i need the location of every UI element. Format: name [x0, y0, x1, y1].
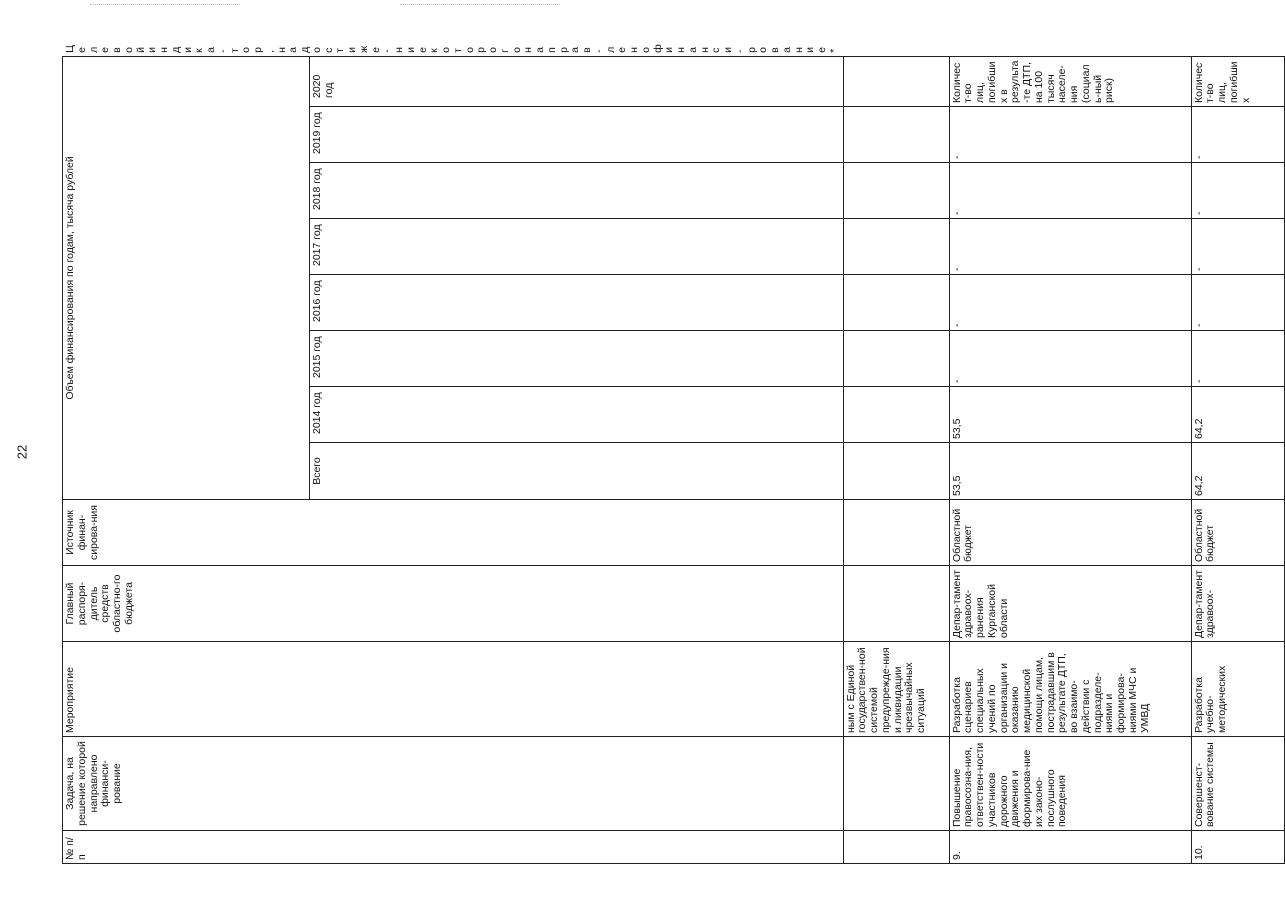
cell-year: -: [949, 163, 1191, 219]
scan-artifact: [400, 4, 560, 7]
cell-year: [843, 275, 949, 331]
cell-manager: [843, 566, 949, 642]
cell-year: -: [949, 219, 1191, 275]
cell-task: Повышение правосозна-ния, ответствен-ности участников дорожного движения и формирова-ние их законо-послушного поведения: [949, 737, 1191, 831]
cell-manager: Депар-тамент здравоох-ранения Курганской области: [949, 566, 1191, 642]
cell-total: 64,2: [1191, 443, 1284, 500]
cell-task: Совершенст-вование системы: [1191, 737, 1284, 831]
cell-source: Областной бюджет: [1191, 500, 1284, 566]
cell-year: -: [949, 275, 1191, 331]
header-year: 2016 год: [310, 275, 843, 331]
cell-total: [843, 443, 949, 500]
cell-source: [843, 500, 949, 566]
header-manager: Главный распоря-дитель средств областно-го бюджета: [63, 566, 844, 642]
cell-year: [843, 107, 949, 163]
header-year: 2020 год: [310, 56, 843, 106]
header-year: 2019 год: [310, 107, 843, 163]
cell-year: [843, 387, 949, 443]
cell-year: -: [1191, 331, 1284, 387]
header-volume: Объем финансирования по годам, тысяча рублей: [63, 56, 310, 499]
table-row: [949, 56, 1191, 863]
header-num: № п/п: [63, 831, 844, 864]
cell-year: -: [949, 331, 1191, 387]
cell-year: [843, 331, 949, 387]
rotated-sheet: [62, 44, 1252, 864]
cell-year: 64,2: [1191, 387, 1284, 443]
header-year: 2014 год: [310, 387, 843, 443]
cell-year: -: [949, 107, 1191, 163]
cell-year: 53,5: [949, 387, 1191, 443]
header-total: Всего: [310, 443, 843, 500]
cell-source: Областной бюджет: [949, 500, 1191, 566]
header-year: 2018 год: [310, 163, 843, 219]
cell-manager: Депар-тамент здравоох-: [1191, 566, 1284, 642]
cell-event: Разработка сценариев специальных учений по организации и оказанию медицинской помощи лицам, пострадавшим в результате ДТП, во взаимо-действии с подразделе-ниями и формирова-ниями МЧС и УМВД: [949, 642, 1191, 737]
table-row: [843, 56, 949, 863]
cell-year: -: [1191, 107, 1284, 163]
financing-table: № п/п Задача, на решение которой направлено финанси-рование Мероприятие Главный распоря-дитель средств областно-го бюджета Источник финан-сирова-ния Объем финансирования по годам, тысяча рублей Целевой индика-тор, на достиже-ние которого направ-лено финанси-рование* Всего 2014 год 2015 год 2016 год 2017 год 2018 год 2019 год 2020 год ным с Единой государствен-ной системой предупрежде-ния и ликвидации чрезвычайных ситуаций 9. Повышение правосозна-ния, ответствен-ности участников дорожного движения и формирова-ние их законо-послушного поведения Разработка сценариев специальных учений по организации и оказанию медицинской помощи лицам, пострадавшим в результате ДТП, во взаимо-действии с подразделе-ниями и формирова-ниями МЧС и УМВД Депар-тамент здравоох-ранения Курганской области Областной бюджет 53,5 53,5 - - - - - Количест-во лиц, погибших в результа-те ДТП, на 100 тысяч населе-ния (социаль-ный риск) 10. Совершенст-вование системы Разработка учебно-методических Депар-тамент здравоох- Областной бюджет 64,2 64,2 - - - - - Количест-во лиц, погибших: [62, 56, 1285, 864]
header-year: 2015 год: [310, 331, 843, 387]
scan-artifact: [90, 4, 240, 7]
cell-year: [843, 163, 949, 219]
cell-target: Количест-во лиц, погибших: [1191, 56, 1284, 106]
table-row: [1191, 56, 1284, 863]
cell-task: [843, 737, 949, 831]
cell-num: [843, 831, 949, 864]
cell-year: -: [1191, 163, 1284, 219]
page-number: 22: [14, 444, 30, 460]
rotated-table-wrapper: [62, 44, 1252, 864]
cell-event: Разработка учебно-методических: [1191, 642, 1284, 737]
cell-num: 9.: [949, 831, 1191, 864]
cell-year: -: [1191, 275, 1284, 331]
cell-total: 53,5: [949, 443, 1191, 500]
header-task: Задача, на решение которой направлено финанси-рование: [63, 737, 844, 831]
cell-num: 10.: [1191, 831, 1284, 864]
header-event: Мероприятие: [63, 642, 844, 737]
cell-target: [843, 56, 949, 106]
cell-year: -: [1191, 219, 1284, 275]
cell-target: Количест-во лиц, погибших в результа-те ДТП, на 100 тысяч населе-ния (социаль-ный риск): [949, 56, 1191, 106]
cell-year: [843, 219, 949, 275]
cell-event: ным с Единой государствен-ной системой предупрежде-ния и ликвидации чрезвычайных ситуаций: [843, 642, 949, 737]
header-source: Источник финан-сирова-ния: [63, 500, 844, 566]
header-year: 2017 год: [310, 219, 843, 275]
